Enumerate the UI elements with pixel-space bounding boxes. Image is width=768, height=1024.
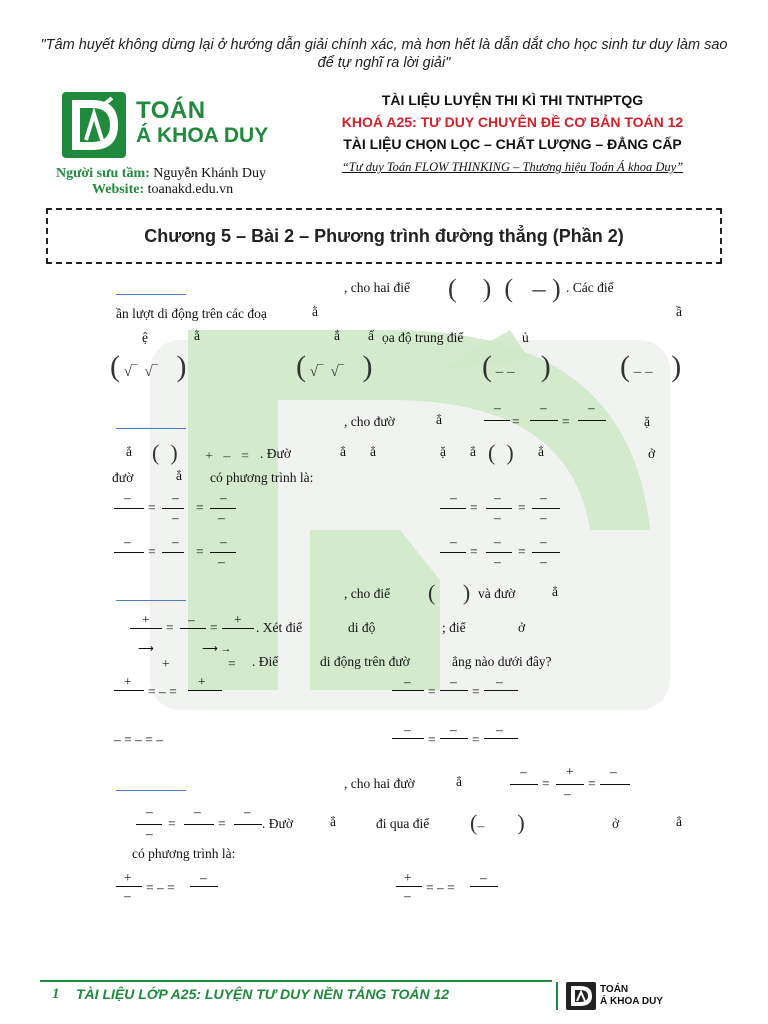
q2-option-minus: – [450, 534, 457, 549]
q2-option-minus: – [540, 490, 547, 505]
q4-minus: – [610, 764, 617, 779]
q3-option-frac [392, 738, 424, 739]
q2-text-2c: ẳ [340, 444, 346, 459]
q2-option-minus: – [450, 490, 457, 505]
q1-text-2a: ần lượt di động trên các đoạ [116, 306, 267, 321]
q4-fraction [184, 824, 214, 825]
q2-option-minus: – [124, 534, 131, 549]
q2-text-1a: , cho đườ [344, 414, 395, 429]
q3-text-1b: và đườ [478, 586, 516, 601]
website-url[interactable]: toanakd.edu.vn [147, 182, 234, 197]
q1-text-3f: ủ [522, 330, 529, 345]
q3-option-eq: = [428, 684, 436, 699]
chapter-title: Chương 5 – Bài 2 – Phương trình đường thẳng (Phần 2) [46, 208, 722, 264]
q3-fraction [222, 628, 254, 629]
q4-text-2b: ẳ [330, 814, 336, 829]
q2-option-eq: = [518, 544, 526, 559]
q2-option-minus: – [124, 490, 131, 505]
q4-text-1b: ẳ [456, 774, 462, 789]
q2-option-eq: = [518, 500, 526, 515]
q2-option-frac [210, 508, 236, 509]
q2-option-frac [486, 508, 512, 509]
q3-text-3b: di động trên đườ [320, 654, 410, 669]
header-line1: TÀI LIỆU LUYỆN THI KÌ THI TNTHPTQG [381, 92, 644, 108]
q2-option-eq: = [196, 544, 204, 559]
q2-text-2a: ẳ [126, 444, 132, 459]
q2-option-minus: – [220, 534, 227, 549]
q3-vector: ⟶ [138, 643, 154, 655]
q2-text-3a: đườ [112, 470, 134, 485]
q2-option-frac [440, 552, 466, 553]
page-number: 1 [52, 986, 60, 1002]
q2-option-minus: – [218, 554, 225, 569]
q2-text-2g: ẳ [538, 444, 544, 459]
q2-minus: – [540, 400, 547, 415]
q3-text-3c: ẳng nào dưới đây? [452, 654, 552, 669]
q2-option-minus: – [218, 510, 225, 525]
q3-fraction [180, 628, 206, 629]
q2-option-frac [114, 552, 144, 553]
q3-option-d: – = – = – [114, 732, 163, 747]
q3-vector: ⟶ → [202, 643, 232, 655]
q2-fraction [530, 420, 558, 421]
q3-eq: = [210, 620, 218, 635]
q2-label-line [116, 428, 186, 429]
q4-option-plus: + [124, 870, 132, 885]
q2-fraction [578, 420, 606, 421]
footer-divider [40, 980, 552, 982]
q2-text-3b: ẳ [176, 468, 182, 483]
q2-option-eq: = [148, 500, 156, 515]
website-label: Website: [92, 182, 145, 197]
footer-brand-line1: TOÁN [600, 984, 629, 995]
q4-option-minus: – [404, 888, 411, 903]
q2-option-frac [532, 508, 560, 509]
q1-option-c: ( – – ) [482, 350, 551, 383]
q3-option-plus: + [198, 674, 206, 689]
q2-eq: = [512, 414, 520, 429]
q3-option-minus: – [496, 674, 503, 689]
q1-text-3d: ấ [368, 328, 374, 343]
brand-logo-icon [62, 92, 126, 158]
q4-text-2d: ở [612, 816, 620, 831]
collector-name: Nguyễn Khánh Duy [153, 166, 267, 181]
q4-fraction [510, 784, 538, 785]
q2-eq: = [562, 414, 570, 429]
q3-text-2c: ; điể [442, 620, 466, 635]
q3-option-frac [188, 690, 222, 691]
q4-label-line [116, 790, 186, 791]
q2-fraction [484, 420, 510, 421]
q4-option-plus: + [404, 870, 412, 885]
footer-title: TÀI LIỆU LỚP A25: LUYỆN TƯ DUY NỀN TẢNG TOÁN 12 [76, 986, 450, 1002]
q2-option-minus: – [494, 490, 501, 505]
q4-option-minus: – [200, 870, 207, 885]
q2-text-2d: ẳ [370, 444, 376, 459]
q4-minus: – [244, 804, 251, 819]
header-slogan: “Tư duy Toán FLOW THINKING – Thương hiệu Toán Á khoa Duy” [341, 160, 684, 174]
q2-option-frac [210, 552, 236, 553]
q3-option-eq: = [472, 684, 480, 699]
q3-minus: – [188, 612, 195, 627]
q4-minus: – [146, 826, 153, 841]
q4-paren: (– ) [470, 810, 525, 835]
q3-fraction [130, 628, 162, 629]
website-info [92, 182, 233, 198]
q3-text-2b: di độ [348, 620, 376, 635]
q4-text-3a: có phương trình là: [132, 846, 236, 861]
q4-plus: + [566, 764, 574, 779]
q2-option-minus: – [172, 490, 179, 505]
q1-text-3e: ọa độ trung điể [382, 330, 464, 345]
q3-option-eq: = [472, 732, 480, 747]
q2-option-minus: – [494, 554, 501, 569]
q1-paren: ( ) ( – ) [448, 274, 561, 303]
q3-eq: = [166, 620, 174, 635]
q1-text-3b: ằ [194, 328, 200, 343]
q3-plus: + [234, 612, 242, 627]
q2-text-2b: . Đườ [260, 446, 291, 461]
footer-separator [556, 982, 558, 1010]
q4-option-frac [116, 886, 142, 887]
q2-option-frac [114, 508, 144, 509]
q4-minus: – [520, 764, 527, 779]
q2-option-minus: – [172, 510, 179, 525]
q4-eq: = [588, 776, 596, 791]
q2-option-minus: – [540, 534, 547, 549]
q3-label-line [116, 600, 186, 601]
q2-option-eq: = [470, 500, 478, 515]
q2-text-1b: ẳ [436, 412, 442, 427]
header-quote: "Tâm huyết không dừng lại ở hướng dẫn giải chính xác, mà hơn hết là dẫn dắt cho học sinh tư duy làm sao để tự nghĩ ra lời giải" [40, 37, 728, 71]
q4-eq: = [218, 816, 226, 831]
q2-option-minus: – [540, 554, 547, 569]
q4-option-frac [396, 886, 422, 887]
q2-option-frac [440, 508, 466, 509]
q2-paren: ( ) [488, 440, 514, 465]
q4-option-minus: – [124, 888, 131, 903]
q2-minus: – [494, 400, 501, 415]
q2-option-frac [162, 508, 184, 509]
q4-text-2c: đi qua điể [376, 816, 430, 831]
q4-option-minus: – [480, 870, 487, 885]
q3-text-1a: , cho điể [344, 586, 391, 601]
q1-label-line [116, 294, 186, 295]
q4-eq: = [168, 816, 176, 831]
brand-name-line1: TOÁN [136, 97, 206, 124]
q3-option-minus: – [404, 722, 411, 737]
q2-option-minus: – [540, 510, 547, 525]
q2-option-eq: = [196, 500, 204, 515]
q3-eq: = [228, 656, 236, 671]
q3-option-eq: = – = [148, 684, 177, 699]
q3-text-1c: ẳ [552, 584, 558, 599]
q3-option-eq: = [428, 732, 436, 747]
q2-option-minus: – [494, 534, 501, 549]
q4-option-frac [470, 886, 498, 887]
q4-minus: – [146, 804, 153, 819]
q3-plus: + [162, 656, 170, 671]
q4-eq: = [542, 776, 550, 791]
q4-text-1a: , cho hai đườ [344, 776, 415, 791]
q3-text-3a: . Điể [252, 654, 279, 669]
q2-text-3c: có phương trình là: [210, 470, 314, 485]
q2-option-eq: = [148, 544, 156, 559]
q2-option-minus: – [220, 490, 227, 505]
q2-paren: ( ) + – = [152, 440, 249, 465]
q4-option-eq: = – = [426, 880, 455, 895]
q2-option-frac [486, 552, 512, 553]
q3-option-minus: – [450, 722, 457, 737]
header-course: KHOÁ A25: TƯ DUY CHUYÊN ĐỀ CƠ BẢN TOÁN 12 [341, 114, 684, 130]
q4-fraction [556, 784, 584, 785]
collector-label: Người sưu tầm: [56, 166, 150, 181]
q2-text-2f: ẳ [470, 444, 476, 459]
q2-text-1c: ặ [644, 414, 650, 429]
q4-fraction [234, 824, 262, 825]
q2-option-frac [532, 552, 560, 553]
q2-text-2e: ặ [440, 444, 446, 459]
q3-option-minus: – [404, 674, 411, 689]
q4-text-2e: ẳ [676, 814, 682, 829]
q2-option-minus: – [172, 534, 179, 549]
q4-minus: – [194, 804, 201, 819]
q1-text-1b: . Các điể [566, 280, 614, 295]
q3-option-frac [484, 690, 518, 691]
q2-option-eq: = [470, 544, 478, 559]
q3-text-2d: ở [518, 620, 526, 635]
q3-option-frac [392, 690, 424, 691]
q2-option-frac [162, 552, 184, 553]
q4-fraction [136, 824, 162, 825]
q1-text-1a: , cho hai điể [344, 280, 410, 295]
collector-info [56, 166, 266, 182]
q3-plus: + [142, 612, 150, 627]
q3-paren: ( ) [428, 580, 471, 605]
footer-brand-line2: Á KHOA DUY [600, 996, 663, 1007]
q1-option-b: ( √‾ √‾ ) [296, 350, 373, 383]
q2-text-2h: ở [648, 446, 656, 461]
header-line3: TÀI LIỆU CHỌN LỌC – CHẤT LƯỢNG – ĐẲNG CẤP [343, 136, 682, 152]
q4-option-eq: = – = [146, 880, 175, 895]
q2-option-minus: – [494, 510, 501, 525]
q3-text-2a: . Xét điể [256, 620, 303, 635]
footer-logo-icon [566, 982, 596, 1010]
q3-option-frac [114, 690, 144, 691]
q1-option-a: ( √‾ √‾ ) [110, 350, 187, 383]
q1-text-2c: ầ [676, 304, 682, 319]
q4-text-2a: . Đườ [262, 816, 293, 831]
q3-option-frac [484, 738, 518, 739]
q4-fraction [600, 784, 630, 785]
q3-option-frac [440, 738, 468, 739]
q4-minus: – [564, 786, 571, 801]
q3-option-minus: – [496, 722, 503, 737]
q2-minus: – [588, 400, 595, 415]
q3-option-plus: + [124, 674, 132, 689]
q3-option-minus: – [450, 674, 457, 689]
q1-text-3c: ắ [334, 328, 340, 343]
q3-option-frac [440, 690, 468, 691]
q1-text-2b: ằ [312, 304, 318, 319]
q4-option-frac [190, 886, 218, 887]
q1-option-d: ( – – ) [620, 350, 682, 383]
q1-text-3a: ệ [142, 330, 148, 345]
brand-name-line2: Á KHOA DUY [136, 124, 269, 147]
